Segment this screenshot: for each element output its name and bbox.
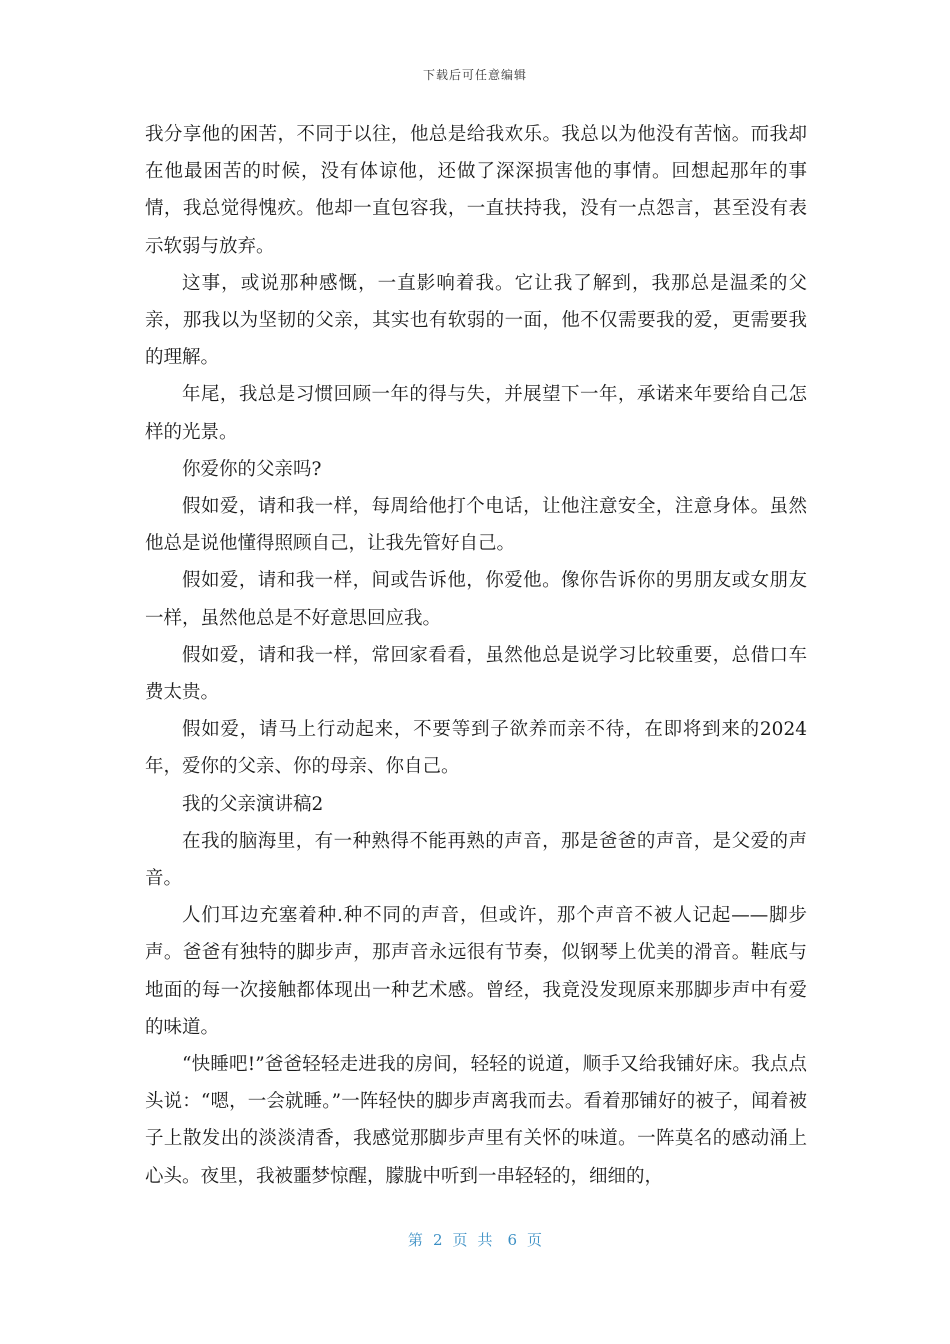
- page-unit: 页: [527, 1231, 543, 1249]
- page-label: 第: [407, 1231, 423, 1249]
- page-total: 6: [507, 1231, 518, 1249]
- paragraph: 假如爱，请马上行动起来，不要等到子欲养而亲不待，在即将到来的2024年，爱你的父亲、你的母亲、你自己。: [145, 719, 807, 778]
- paragraph: 在我的脑海里，有一种熟得不能再熟的声音，那是爸爸的声音，是父爱的声音。: [145, 830, 807, 890]
- paragraph: “快睡吧!”爸爸轻轻走进我的房间，轻轻的说道，顺手又给我铺好床。我点点头说：“嗯，一会就睡。”一阵轻快的脚步声离我而去。看着那铺好的被子，闻着被子上散发出的淡淡清香，我感觉那脚步声里有关怀的味道。一阵莫名的感动涌上心头。夜里，我被噩梦惊醒，朦胧中听到一串轻轻的，细细的，: [145, 1054, 807, 1187]
- page-current: 2: [432, 1231, 443, 1249]
- paragraph: 这事，或说那种感慨，一直影响着我。它让我了解到，我那总是温柔的父亲，那我以为坚韧的父亲，其实也有软弱的一面，他不仅需要我的爱，更需要我的理解。: [145, 272, 807, 369]
- paragraph: 人们耳边充塞着种.种不同的声音，但或许，那个声音不被人记起——脚步声。爸爸有独特的脚步声，那声音永远很有节奏，似钢琴上优美的滑音。鞋底与地面的每一次接触都体现出一种艺术感。曾经，我竟没发现原来那脚步声中有爱的味道。: [145, 905, 807, 1038]
- paragraph: 假如爱，请和我一样，每周给他打个电话，让他注意安全，注意身体。虽然他总是说他懂得照顾自己，让我先管好自己。: [145, 496, 807, 555]
- page-footer: [0, 1229, 950, 1250]
- paragraph: 我分享他的困苦，不同于以往，他总是给我欢乐。我总以为他没有苦恼。而我却在他最困苦的时候，没有体谅他，还做了深深损害他的事情。回想起那年的事情，我总觉得愧疚。他却一直包容我，一直扶持我，没有一点怨言，甚至没有表示软弱与放弃。: [145, 124, 807, 257]
- paragraph: 年尾，我总是习惯回顾一年的得与失，并展望下一年，承诺来年要给自己怎样的光景。: [145, 384, 807, 443]
- document-body: [145, 116, 807, 1195]
- paragraph: 你爱你的父亲吗?: [182, 458, 322, 480]
- page-mid-label: 页共: [452, 1231, 503, 1249]
- paragraph: 假如爱，请和我一样，常回家看看，虽然他总是说学习比较重要，总借口车费太贵。: [145, 644, 807, 704]
- section-heading: 我的父亲演讲稿2: [182, 793, 324, 815]
- header-note: 下载后可任意编辑: [422, 68, 527, 82]
- paragraph: 假如爱，请和我一样，间或告诉他，你爱他。像你告诉你的男朋友或女朋友一样，虽然他总是不好意思回应我。: [145, 570, 807, 629]
